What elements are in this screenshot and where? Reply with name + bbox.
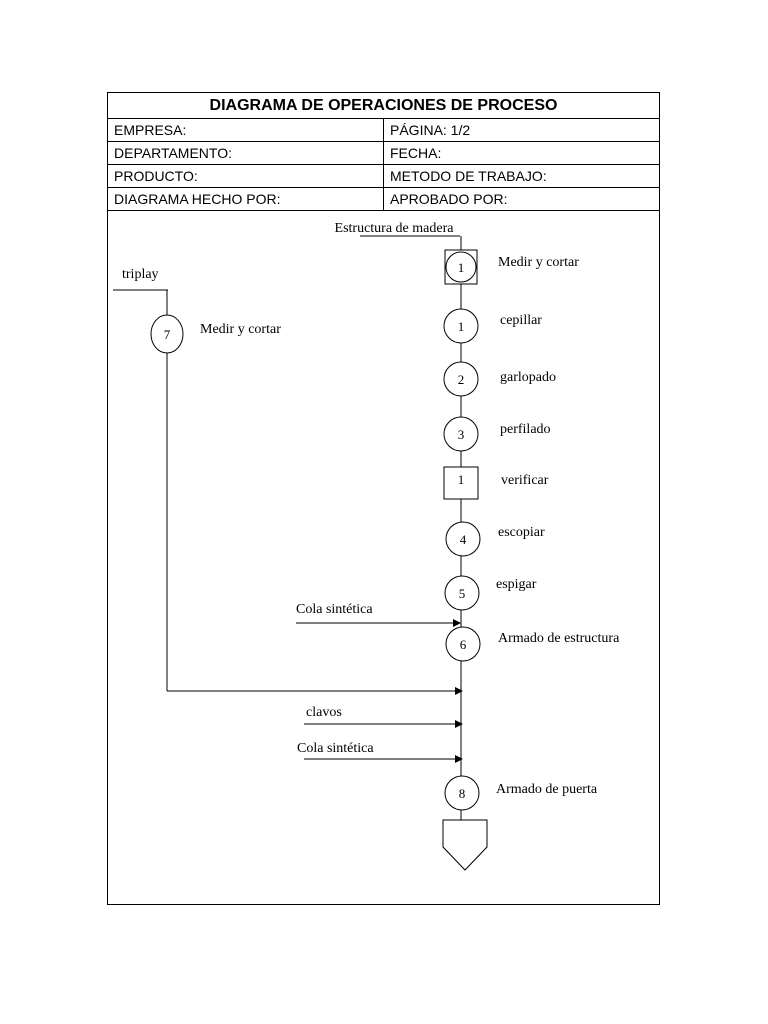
step-number: 1 bbox=[457, 260, 465, 275]
step-label: escopiar bbox=[498, 525, 545, 540]
step-label: Armado de puerta bbox=[496, 782, 598, 797]
step-operation bbox=[151, 315, 281, 353]
step-operation bbox=[446, 522, 545, 556]
step-inspection bbox=[444, 467, 549, 499]
step-number: 7 bbox=[163, 327, 171, 342]
input-material bbox=[297, 741, 462, 759]
step-operation-inspection bbox=[445, 250, 579, 284]
main-material-label: Estructura de madera bbox=[334, 221, 454, 236]
input-label: Cola sintética bbox=[296, 602, 373, 617]
input-label: Cola sintética bbox=[297, 741, 374, 756]
step-label: perfilado bbox=[500, 422, 551, 437]
product-field: PRODUCTO: bbox=[108, 165, 384, 188]
step-label: Armado de estructura bbox=[498, 631, 620, 646]
work-method-field: METODO DE TRABAJO: bbox=[384, 165, 660, 188]
step-label: Medir y cortar bbox=[498, 255, 579, 270]
input-material bbox=[296, 602, 460, 623]
department-field: DEPARTAMENTO: bbox=[108, 142, 384, 165]
step-label: verificar bbox=[501, 473, 549, 488]
step-operation bbox=[444, 362, 556, 396]
step-operation bbox=[445, 776, 598, 810]
approved-by-field: APROBADO POR: bbox=[384, 188, 660, 211]
page-title: DIAGRAMA DE OPERACIONES DE PROCESO bbox=[108, 93, 659, 119]
step-number: 1 bbox=[457, 472, 465, 487]
input-material bbox=[304, 705, 462, 724]
step-operation bbox=[445, 576, 537, 610]
input-label: clavos bbox=[306, 705, 342, 720]
side-material-label: triplay bbox=[122, 267, 159, 282]
made-by-field: DIAGRAMA HECHO POR: bbox=[108, 188, 384, 211]
step-number: 1 bbox=[457, 319, 465, 334]
page-field: PÁGINA: 1/2 bbox=[384, 119, 660, 142]
step-number: 2 bbox=[457, 372, 465, 387]
step-number: 6 bbox=[459, 637, 467, 652]
step-number: 8 bbox=[458, 786, 466, 801]
step-number: 3 bbox=[457, 427, 465, 442]
date-field: FECHA: bbox=[384, 142, 660, 165]
step-label: garlopado bbox=[500, 370, 556, 385]
step-operation bbox=[444, 309, 542, 343]
company-field: EMPRESA: bbox=[108, 119, 384, 142]
step-operation bbox=[446, 627, 620, 661]
step-number: 5 bbox=[458, 586, 466, 601]
step-number: 4 bbox=[459, 532, 467, 547]
step-label: espigar bbox=[496, 577, 537, 592]
step-operation bbox=[444, 417, 551, 451]
step-label: Medir y cortar bbox=[200, 322, 281, 337]
storage-pentagon-icon bbox=[443, 820, 487, 870]
step-label: cepillar bbox=[500, 313, 542, 328]
